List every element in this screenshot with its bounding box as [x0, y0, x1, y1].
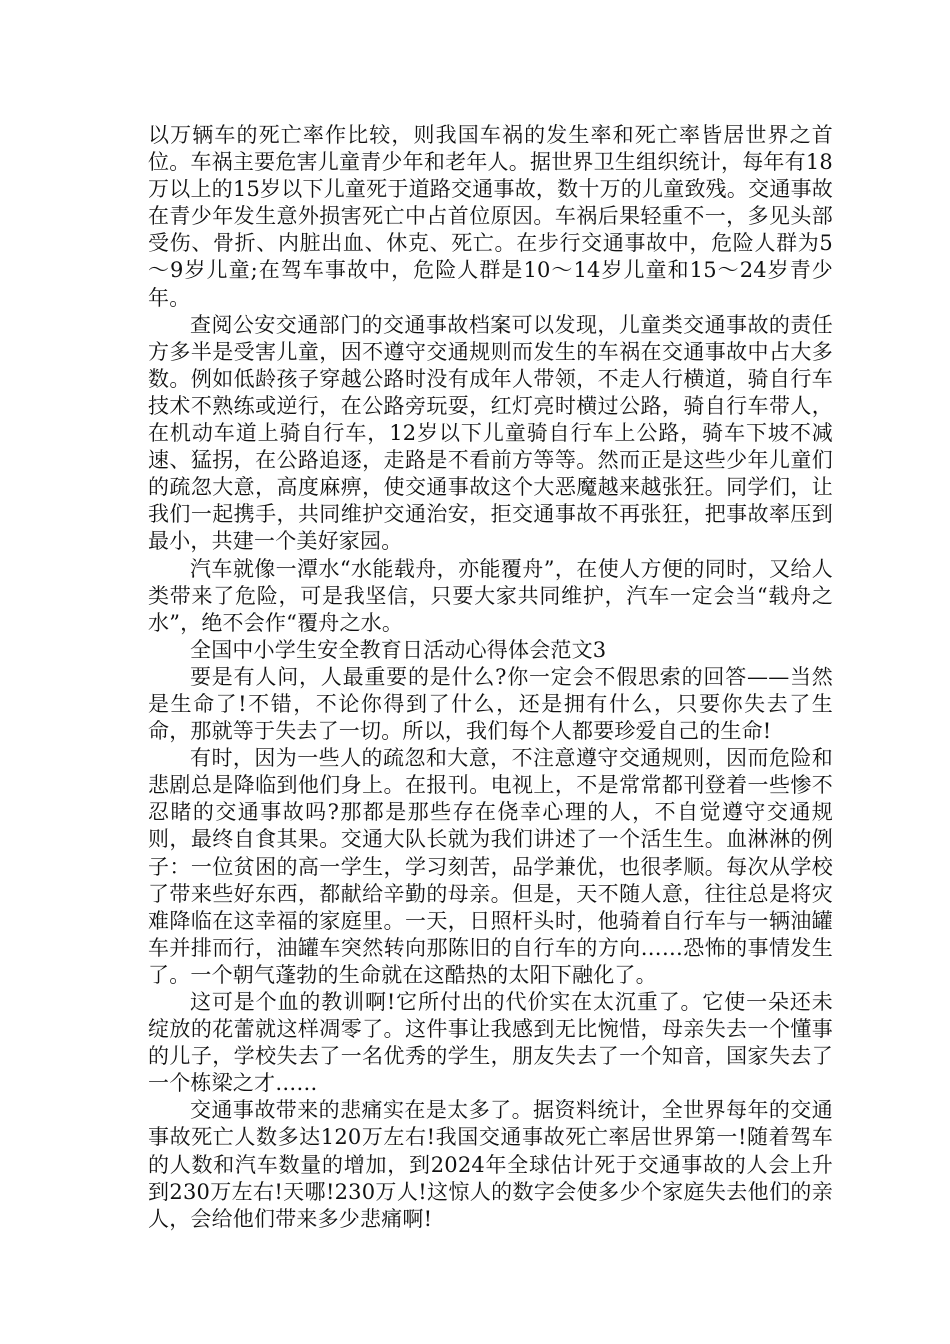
- paragraph-5: 有时，因为一些人的疏忽和大意，不注意遵守交通规则，因而危险和悲剧总是降临到他们身上。在报刊。电视上，不是常常都刊登着一些惨不忍睹的交通事故吗?那都是那些存在侥幸心理的人，不自觉遵守交通规则，最终自食其果。交通大队长就为我们讲述了一个活生生。血淋淋的例子：一位贫困的高一学生，学习刻苦，品学兼优，也很孝顺。每次从学校了带来些好东西，都献给辛勤的母亲。但是，天不随人意，往往总是将灾难降临在这幸福的家庭里。一天，日照杆头时，他骑着自行车与一辆油罐车并排而行，油罐车突然转向那陈旧的自行车的方向……恐怖的事情发生了。一个朝气蓬勃的生命就在这酷热的太阳下融化了。: [148, 746, 833, 987]
- paragraph-3: 汽车就像一潭水“水能载舟，亦能覆舟”，在使人方便的同时，又给人类带来了危险，可是我坚信，只要大家共同维护，汽车一定会当“载舟之水”，绝不会作“覆舟之水。: [148, 556, 833, 635]
- paragraph-7: 交通事故带来的悲痛实在是太多了。据资料统计，全世界每年的交通事故死亡人数多达120万左右!我国交通事故死亡率居世界第一!随着驾车的人数和汽车数量的增加，到2024年全球估计死于交通事故的人会上升到230万左右!天哪!230万人!这惊人的数字会使多少个家庭失去他们的亲人，会给他们带来多少悲痛啊!: [148, 1098, 833, 1231]
- paragraph-6: 这可是个血的教训啊!它所付出的代价实在太沉重了。它使一朵还未绽放的花蕾就这样凋零了。这件事让我感到无比惋惜，母亲失去一个懂事的儿子，学校失去了一名优秀的学生，朋友失去了一个知音，国家失去了一个栋梁之才……: [148, 990, 833, 1096]
- paragraph-4: 要是有人问，人最重要的是什么?你一定会不假思索的回答——当然是生命了!不错，不论你得到了什么，还是拥有什么，只要你失去了生命，那就等于失去了一切。所以，我们每个人都要珍爱自己的生命!: [148, 664, 833, 744]
- section-heading: 全国中小学生安全教育日活动心得体会范文3: [190, 637, 607, 662]
- document-body: [148, 122, 833, 1233]
- paragraph-1: 以万辆车的死亡率作比较，则我国车祸的发生率和死亡率皆居世界之首位。车祸主要危害儿童青少年和老年人。据世界卫生组织统计，每年有18万以上的15岁以下儿童死于道路交通事故，数十万的儿童致残。交通事故在青少年发生意外损害死亡中占首位原因。车祸后果轻重不一，多见头部受伤、骨折、内脏出血、休克、死亡。在步行交通事故中，危险人群为5～9岁儿童;在驾车事故中，危险人群是10～14岁儿童和15～24岁青少年。: [148, 123, 833, 310]
- paragraph-2: 查阅公安交通部门的交通事故档案可以发现，儿童类交通事故的责任方多半是受害儿童，因不遵守交通规则而发生的车祸在交通事故中占大多数。例如低龄孩子穿越公路时没有成年人带领，不走人行横道，骑自行车技术不熟练或逆行，在公路旁玩耍，红灯亮时横过公路，骑自行车带人，在机动车道上骑自行车，12岁以下儿童骑自行车上公路，骑车下坡不减速、猛拐，在公路追逐，走路是不看前方等等。然而正是这些少年儿童们的疏忽大意，高度麻痹，使交通事故这个大恶魔越来越张狂。同学们，让我们一起携手，共同维护交通治安，拒交通事故不再张狂，把事故率压到最小，共建一个美好家园。: [148, 312, 833, 554]
